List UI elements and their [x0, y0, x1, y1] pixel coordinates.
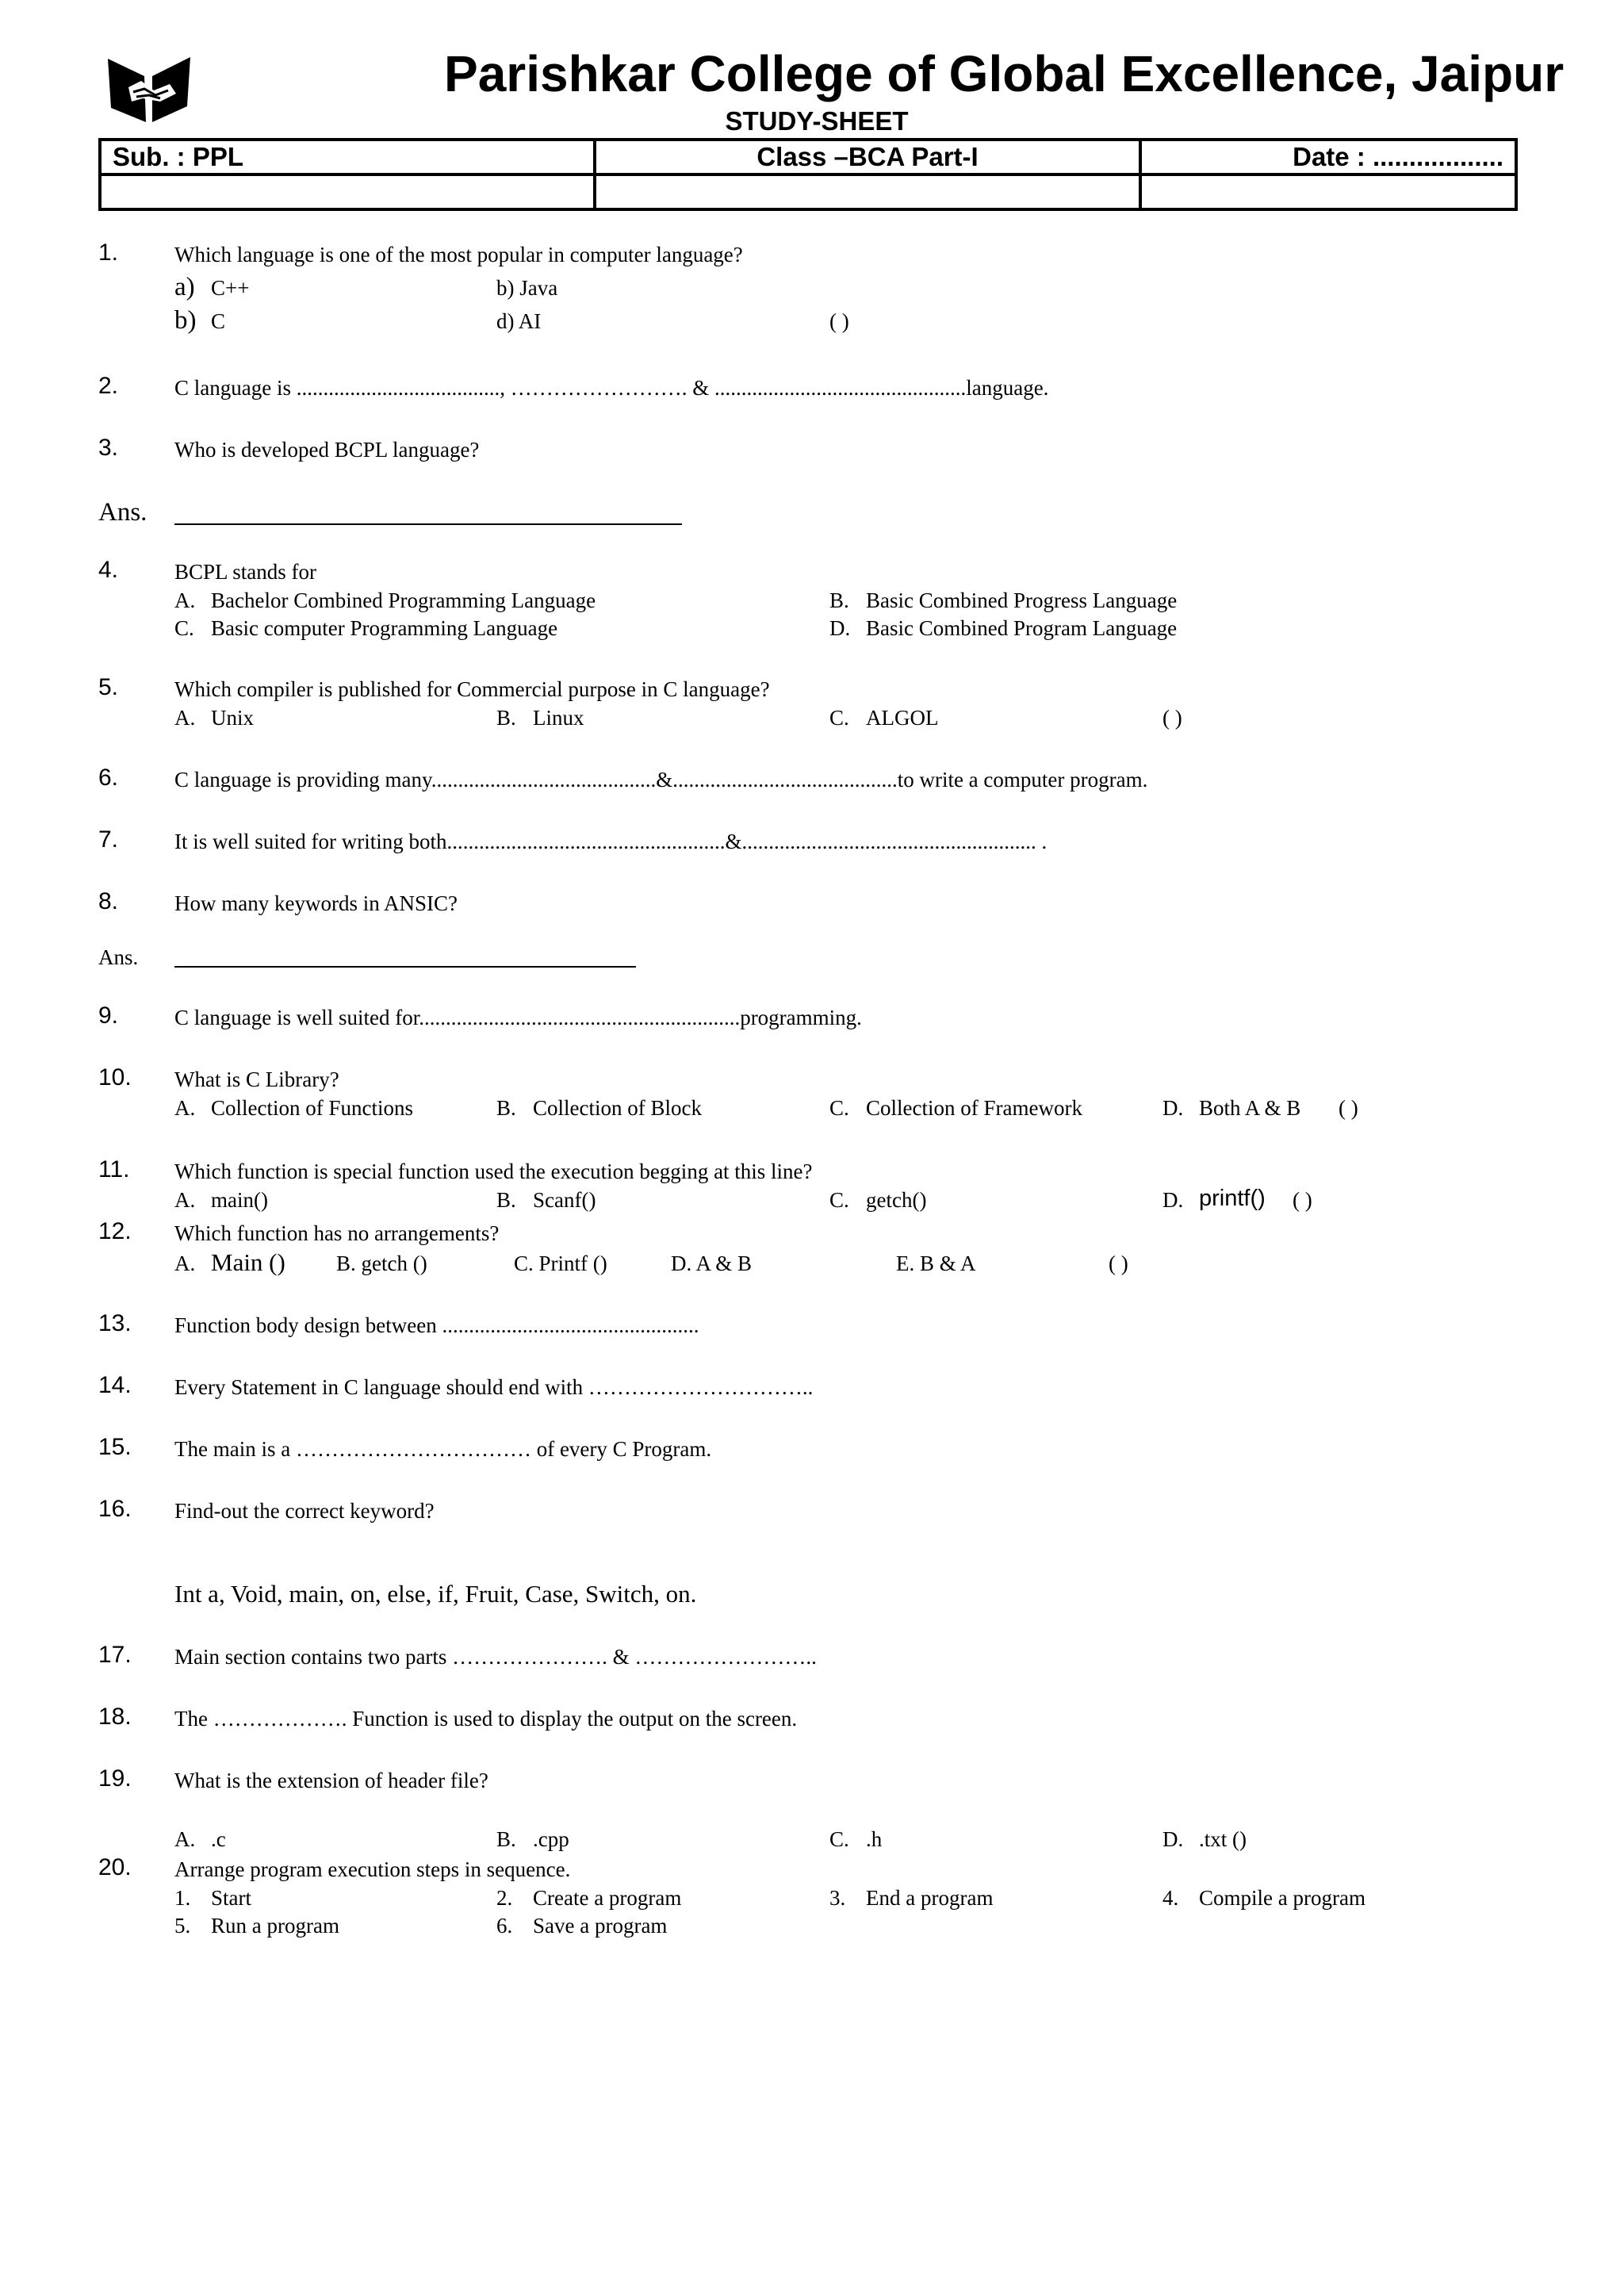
question-number: 12.: [98, 1218, 132, 1244]
answer-bracket: ( ): [1293, 1188, 1312, 1212]
option-text: Basic computer Programming Language: [211, 616, 558, 640]
option-text: .h: [866, 1827, 883, 1851]
option-text: Main (): [211, 1248, 285, 1276]
step-number: 4.: [1162, 1886, 1179, 1910]
option-text: Scanf(): [533, 1188, 596, 1212]
answer-line: [174, 966, 636, 968]
option-text: Basic Combined Program Language: [866, 616, 1178, 640]
step-text: Create a program: [533, 1886, 682, 1910]
option-text: printf(): [1199, 1186, 1266, 1211]
option-letter: D.: [1162, 1188, 1184, 1212]
question-number: 19.: [98, 1765, 132, 1792]
question-text: Which language is one of the most popular in computer language?: [174, 243, 743, 266]
question-number: 13.: [98, 1310, 132, 1336]
sheet-title: STUDY-SHEET: [725, 106, 909, 136]
question-text: Every Statement in C language should end with …………………………..: [174, 1375, 814, 1399]
option-letter: B.: [496, 1827, 516, 1851]
question-number: 10.: [98, 1064, 132, 1091]
option-text: E. B & A: [896, 1251, 976, 1275]
option-text: d) AI: [496, 309, 542, 333]
option-text: C++: [211, 276, 250, 300]
answer-line: [174, 523, 682, 525]
option-text: D. A & B: [671, 1251, 753, 1275]
option-letter: a): [174, 273, 195, 301]
option-letter: C.: [829, 1827, 849, 1851]
blank-cell: [1140, 174, 1516, 209]
question-number: 11.: [98, 1156, 130, 1182]
question-text: Find-out the correct keyword?: [174, 1499, 435, 1523]
step-text: Save a program: [533, 1914, 668, 1938]
option-text: Collection of Framework: [866, 1096, 1082, 1120]
answer-bracket: ( ): [1162, 706, 1182, 730]
question-number: 8.: [98, 888, 119, 914]
option-text: getch(): [866, 1188, 927, 1212]
question-text: What is C Library?: [174, 1068, 339, 1091]
option-letter: D.: [1162, 1827, 1184, 1851]
option-text: Linux: [533, 706, 584, 730]
option-text: b) Java: [496, 276, 558, 300]
college-title: Parishkar College of Global Excellence, Jaipur: [444, 45, 1565, 102]
step-text: Compile a program: [1199, 1886, 1365, 1910]
option-letter: A.: [174, 1827, 196, 1851]
option-text: main(): [211, 1188, 268, 1212]
option-letter: A.: [174, 1251, 196, 1275]
question-text: Main section contains two parts …………………. & ……………………..: [174, 1645, 817, 1669]
class-cell: Class –BCA Part-I: [595, 140, 1140, 174]
option-text: .cpp: [533, 1827, 569, 1851]
question-text: What is the extension of header file?: [174, 1769, 488, 1792]
step-number: 6.: [496, 1914, 513, 1938]
answer-bracket: ( ): [1109, 1251, 1128, 1275]
subject-cell: Sub. : PPL: [100, 140, 595, 174]
question-number: 4.: [98, 557, 119, 583]
step-number: 1.: [174, 1886, 191, 1910]
option-text: Collection of Functions: [211, 1096, 413, 1120]
question-number: 17.: [98, 1642, 132, 1668]
option-text: ALGOL: [866, 706, 939, 730]
question-number: 18.: [98, 1704, 132, 1730]
question-text: Which compiler is published for Commercial purpose in C language?: [174, 677, 770, 701]
question-number: 7.: [98, 826, 119, 853]
step-text: Run a program: [211, 1914, 339, 1938]
answer-bracket: ( ): [1339, 1096, 1358, 1120]
question-number: 15.: [98, 1434, 132, 1460]
question-text: The ………………. Function is used to display the output on the screen.: [174, 1707, 798, 1731]
option-letter: D.: [1162, 1096, 1184, 1120]
option-letter: A.: [174, 1096, 196, 1120]
question-number: 20.: [98, 1854, 132, 1880]
step-text: End a program: [866, 1886, 994, 1910]
option-text: .txt (): [1199, 1827, 1247, 1851]
option-text: C: [211, 309, 226, 333]
blank-cell: [100, 174, 595, 209]
question-text: Who is developed BCPL language?: [174, 438, 480, 462]
option-letter: C.: [174, 616, 194, 640]
option-text: Both A & B: [1199, 1096, 1301, 1120]
option-text: Unix: [211, 706, 254, 730]
option-letter: B.: [829, 588, 849, 612]
step-number: 2.: [496, 1886, 513, 1910]
option-text: B. getch (): [336, 1251, 427, 1275]
question-text: C language is ......................................, ……………………. & ...............................................language.: [174, 376, 1049, 400]
option-letter: D.: [829, 616, 851, 640]
option-letter: b): [174, 306, 197, 335]
question-number: 5.: [98, 674, 119, 700]
question-number: 3.: [98, 435, 119, 461]
question-text: It is well suited for writing both....................................................&....................................................... .: [174, 830, 1048, 853]
option-text: .c: [211, 1827, 226, 1851]
answer-bracket: ( ): [829, 309, 849, 333]
question-number: 14.: [98, 1372, 132, 1398]
option-letter: A.: [174, 1188, 196, 1212]
option-text: Collection of Block: [533, 1096, 702, 1120]
question-number: 16.: [98, 1496, 132, 1522]
question-text: The main is a …………………………… of every C Program.: [174, 1437, 712, 1461]
question-number: 2.: [98, 373, 119, 399]
question-text: C language is well suited for............................................................programming.: [174, 1006, 862, 1029]
option-letter: B.: [496, 1188, 516, 1212]
step-text: Start: [211, 1886, 251, 1910]
step-number: 3.: [829, 1886, 846, 1910]
answer-label: Ans.: [98, 498, 147, 527]
header-table: [98, 138, 1518, 211]
question-number: 9.: [98, 1002, 119, 1029]
question-text: Which function is special function used the execution begging at this line?: [174, 1159, 813, 1183]
question-text: BCPL stands for: [174, 560, 317, 584]
option-text: Basic Combined Progress Language: [866, 588, 1178, 612]
date-cell: Date : ..................: [1140, 140, 1516, 174]
option-letter: C.: [829, 706, 849, 730]
answer-label: Ans.: [98, 945, 139, 969]
question-text: How many keywords in ANSIC?: [174, 891, 458, 915]
question-number: 6.: [98, 765, 119, 791]
step-number: 5.: [174, 1914, 191, 1938]
question-text: Function body design between ................................................: [174, 1313, 699, 1337]
option-letter: B.: [496, 706, 516, 730]
keyword-list: Int a, Void, main, on, else, if, Fruit, Case, Switch, on.: [174, 1580, 697, 1608]
option-text: Bachelor Combined Programming Language: [211, 588, 596, 612]
option-letter: A.: [174, 588, 196, 612]
option-text: C. Printf (): [514, 1251, 607, 1275]
question-text: Arrange program execution steps in sequence.: [174, 1857, 571, 1881]
question-text: Which function has no arrangements?: [174, 1221, 500, 1245]
option-letter: C.: [829, 1188, 849, 1212]
question-text: C language is providing many..........................................&..........................................to write a computer program.: [174, 768, 1148, 792]
question-number: 1.: [98, 240, 119, 266]
blank-cell: [595, 174, 1140, 209]
option-letter: A.: [174, 706, 196, 730]
college-logo-icon: [105, 52, 193, 124]
option-letter: B.: [496, 1096, 516, 1120]
option-letter: C.: [829, 1096, 849, 1120]
